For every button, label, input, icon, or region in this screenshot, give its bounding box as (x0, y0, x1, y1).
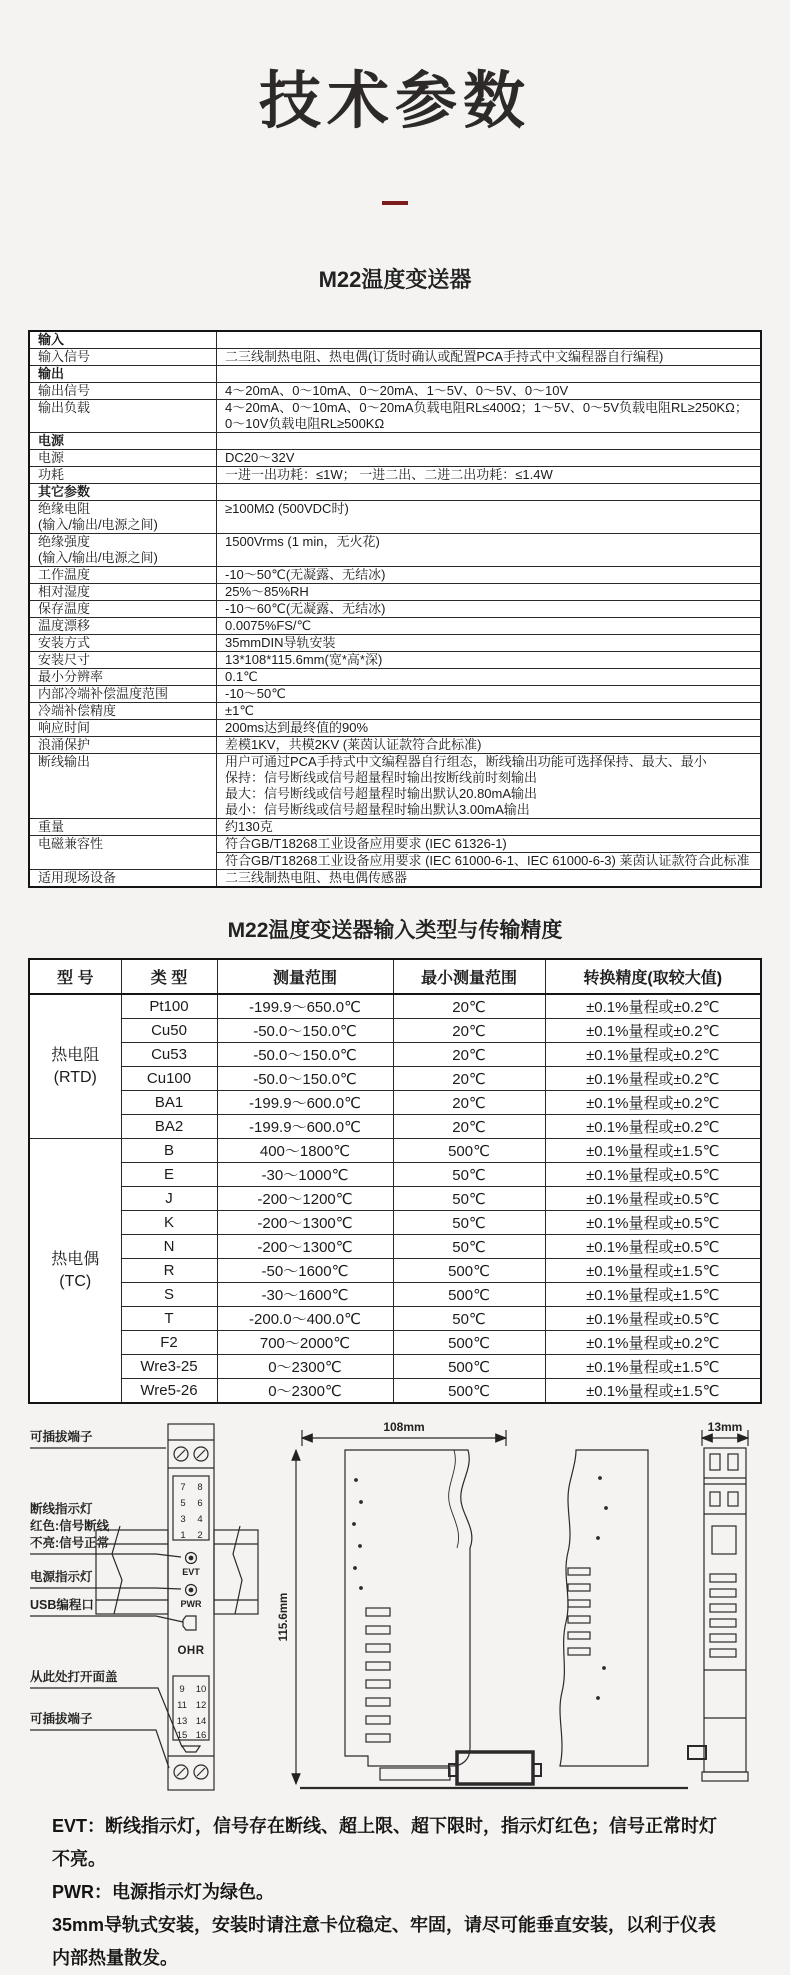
section1-title: M22温度变送器 (318, 267, 472, 293)
spec-table-row (29, 720, 761, 737)
title-divider (382, 201, 408, 205)
precision-type: R (121, 1259, 217, 1283)
precision-range: -200～1200℃ (217, 1187, 393, 1211)
terminal-number: 10 (195, 1684, 207, 1696)
precision-range: -30～1600℃ (217, 1283, 393, 1307)
spec-label: 适用现场设备 (29, 870, 217, 888)
narrow-side-view (688, 1448, 748, 1781)
precision-min-range: 20℃ (393, 1091, 545, 1115)
precision-accuracy: ±0.1%量程或±0.5℃ (545, 1187, 761, 1211)
spec-table-row (29, 484, 761, 501)
spec-label: 内部冷端补偿温度范围 (29, 686, 217, 703)
spec-label: 其它参数 (29, 484, 217, 501)
label-open-cover: 从此处打开面盖 (30, 1670, 118, 1685)
depth-dim-label: 13mm (707, 1420, 743, 1435)
leader-line (30, 1554, 181, 1557)
spec-label: 工作温度 (29, 567, 217, 584)
spec-table-row (29, 584, 761, 601)
precision-table-row (29, 1115, 761, 1139)
spec-label: 冷端补偿精度 (29, 703, 217, 720)
spec-table-row (29, 618, 761, 635)
spec-table-row (29, 601, 761, 618)
precision-table-row (29, 1355, 761, 1379)
terminal-number: 12 (195, 1700, 207, 1712)
precision-table-row (29, 1283, 761, 1307)
precision-min-range: 50℃ (393, 1187, 545, 1211)
spec-value: ±1℃ (217, 703, 762, 720)
spec-label: 电源 (29, 433, 217, 450)
precision-table-row (29, 1067, 761, 1091)
precision-type: BA1 (121, 1091, 217, 1115)
precision-accuracy: ±0.1%量程或±1.5℃ (545, 1283, 761, 1307)
precision-type: Cu53 (121, 1043, 217, 1067)
spec-label: 浪涌保护 (29, 737, 217, 754)
spec-table-row (29, 836, 761, 870)
precision-min-range: 500℃ (393, 1379, 545, 1404)
spec-table-row (29, 383, 761, 400)
precision-min-range: 500℃ (393, 1139, 545, 1163)
spec-table-row (29, 400, 761, 433)
spec-value: 约130克 (217, 819, 762, 836)
spec-value: 用户可通过PCA手持式中文编程器自行组态，断线输出功能可选择保持、最大、最小 保持：信号断线或信号超量程时输出按断线前时刻输出 最大：信号断线或信号超量程时输出默认20.80mA输出 最小：信号断线或信号超量程时输出默认3.00mA输出 (217, 754, 762, 819)
precision-accuracy: ±0.1%量程或±0.2℃ (545, 1043, 761, 1067)
spec-value: 差模1KV，共模2KV (莱茵认证款符合此标准) (217, 737, 762, 754)
spec-value: 35mmDIN导轨安装 (217, 635, 762, 652)
spec-value: 4～20mA、0～10mA、0～20mA负载电阻RL≤400Ω；1～5V、0～5V负载电阻RL≥250KΩ； 0～10V负载电阻RL≥500KΩ (217, 400, 762, 433)
precision-column-header: 最小测量范围 (393, 959, 545, 994)
spec-label: 相对湿度 (29, 584, 217, 601)
spec-table-row (29, 450, 761, 467)
section2-title: M22温度变送器输入类型与传输精度 (227, 919, 563, 943)
precision-accuracy: ±0.1%量程或±1.5℃ (545, 1379, 761, 1404)
precision-min-range: 50℃ (393, 1211, 545, 1235)
usb-port-icon (183, 1616, 196, 1630)
terminal-number: 11 (177, 1700, 187, 1712)
precision-group-label: 热电偶 (TC) (29, 1139, 121, 1404)
label-power-led: 电源指示灯 (30, 1570, 93, 1585)
precision-table-wrap (28, 958, 762, 1404)
precision-min-range: 20℃ (393, 1067, 545, 1091)
spec-table (28, 330, 762, 888)
precision-table-row (29, 1379, 761, 1404)
spec-table-row (29, 652, 761, 669)
terminal-number: 2 (197, 1530, 203, 1542)
spec-table-row (29, 754, 761, 819)
spec-value: -10～50℃(无凝露、无结冰) (217, 567, 762, 584)
spec-value: 0.0075%FS/℃ (217, 618, 762, 635)
spec-table-row (29, 870, 761, 888)
precision-type: S (121, 1283, 217, 1307)
spec-table-wrap (28, 330, 762, 888)
spec-value (217, 484, 762, 501)
precision-type: Cu100 (121, 1067, 217, 1091)
spec-label: 输入信号 (29, 349, 217, 366)
pwr-led-label: PWR (180, 1599, 202, 1610)
precision-min-range: 500℃ (393, 1259, 545, 1283)
spec-value: DC20～32V (217, 450, 762, 467)
spec-value (217, 366, 762, 383)
device-drawing (0, 1418, 790, 1796)
precision-type: N (121, 1235, 217, 1259)
label-break-led-red: 红色:信号断线 (30, 1519, 110, 1534)
spec-table-row (29, 819, 761, 836)
terminal-number: 16 (195, 1730, 207, 1742)
terminal-number: 6 (197, 1498, 203, 1510)
spec-label: 输入 (29, 331, 217, 349)
precision-min-range: 20℃ (393, 1115, 545, 1139)
precision-type: B (121, 1139, 217, 1163)
precision-range: -199.9～600.0℃ (217, 1115, 393, 1139)
precision-accuracy: ±0.1%量程或±0.2℃ (545, 994, 761, 1019)
precision-header-row (29, 959, 761, 994)
precision-range: -200.0～400.0℃ (217, 1307, 393, 1331)
precision-table-row (29, 1331, 761, 1355)
precision-column-header: 型 号 (29, 959, 121, 994)
precision-type: K (121, 1211, 217, 1235)
footer-note-pwr: PWR：电源指示灯为绿色。 (52, 1882, 274, 1903)
precision-table-row (29, 1235, 761, 1259)
din-rail (96, 1526, 258, 1614)
precision-table (28, 958, 762, 1404)
precision-min-range: 50℃ (393, 1307, 545, 1331)
spec-value: 13*108*115.6mm(宽*高*深) (217, 652, 762, 669)
spec-table-row (29, 433, 761, 450)
terminal-number: 14 (195, 1716, 207, 1728)
spec-label: 电磁兼容性 (29, 836, 217, 870)
terminal-number: 15 (176, 1730, 188, 1742)
brand-label: OHR (177, 1645, 205, 1658)
precision-accuracy: ±0.1%量程或±0.5℃ (545, 1307, 761, 1331)
precision-range: -50～1600℃ (217, 1259, 393, 1283)
precision-table-row (29, 1307, 761, 1331)
height-dim-label: 115.6mm (278, 1592, 290, 1642)
spec-label: 保存温度 (29, 601, 217, 618)
label-plug-terminal-bottom: 可插拔端子 (30, 1712, 93, 1727)
spec-value (217, 433, 762, 450)
precision-range: 400～1800℃ (217, 1139, 393, 1163)
precision-accuracy: ±0.1%量程或±0.2℃ (545, 1067, 761, 1091)
precision-min-range: 500℃ (393, 1355, 545, 1379)
spec-label: 电源 (29, 450, 217, 467)
precision-column-header: 测量范围 (217, 959, 393, 994)
precision-column-header: 转换精度(取较大值) (545, 959, 761, 994)
precision-min-range: 20℃ (393, 1019, 545, 1043)
precision-accuracy: ±0.1%量程或±0.5℃ (545, 1163, 761, 1187)
spec-table-row (29, 567, 761, 584)
leader-line (30, 1588, 181, 1589)
label-usb-port: USB编程口 (30, 1598, 94, 1613)
label-break-led: 断线指示灯 (30, 1502, 93, 1517)
precision-type: BA2 (121, 1115, 217, 1139)
label-plug-terminal-top: 可插拔端子 (30, 1430, 93, 1445)
precision-table-row (29, 1139, 761, 1163)
spec-value: 0.1℃ (217, 669, 762, 686)
precision-type: Wre5-26 (121, 1379, 217, 1404)
spec-label: 响应时间 (29, 720, 217, 737)
precision-range: -199.9～600.0℃ (217, 1091, 393, 1115)
precision-range: 700～2000℃ (217, 1331, 393, 1355)
spec-table-row (29, 331, 761, 349)
spec-value: 1500Vrms (1 min，无火花) (217, 534, 762, 567)
spec-label: 输出 (29, 366, 217, 383)
precision-range: -50.0～150.0℃ (217, 1043, 393, 1067)
precision-table-row (29, 1043, 761, 1067)
precision-type: T (121, 1307, 217, 1331)
spec-value: 25%～85%RH (217, 584, 762, 601)
din-clip (449, 1752, 541, 1784)
spec-label: 温度漂移 (29, 618, 217, 635)
precision-accuracy: ±0.1%量程或±1.5℃ (545, 1355, 761, 1379)
label-break-led-off: 不亮:信号正常 (30, 1536, 110, 1551)
width-dim-label: 108mm (383, 1420, 425, 1435)
precision-min-range: 50℃ (393, 1163, 545, 1187)
spec-table-row (29, 349, 761, 366)
terminal-number: 13 (176, 1716, 188, 1728)
precision-type: J (121, 1187, 217, 1211)
precision-range: -50.0～150.0℃ (217, 1067, 393, 1091)
terminal-number: 4 (197, 1514, 203, 1526)
evt-led-label: EVT (182, 1567, 200, 1578)
spec-label: 功耗 (29, 467, 217, 484)
precision-min-range: 20℃ (393, 1043, 545, 1067)
terminal-number: 8 (197, 1482, 203, 1494)
precision-accuracy: ±0.1%量程或±1.5℃ (545, 1139, 761, 1163)
precision-range: -199.9～650.0℃ (217, 994, 393, 1019)
precision-type: Cu50 (121, 1019, 217, 1043)
spec-table-row (29, 366, 761, 383)
precision-min-range: 500℃ (393, 1283, 545, 1307)
precision-range: 0～2300℃ (217, 1355, 393, 1379)
precision-table-row (29, 1259, 761, 1283)
side-profile-1 (345, 1450, 472, 1780)
precision-type: E (121, 1163, 217, 1187)
precision-type: Pt100 (121, 994, 217, 1019)
precision-accuracy: ±0.1%量程或±0.2℃ (545, 1019, 761, 1043)
spec-label: 绝缘电阻 (输入/输出/电源之间) (29, 501, 217, 534)
precision-type: Wre3-25 (121, 1355, 217, 1379)
spec-label: 断线输出 (29, 754, 217, 819)
precision-group-label: 热电阻 (RTD) (29, 994, 121, 1139)
spec-value: 一进一出功耗：≤1W； 一进二出、二进二出功耗：≤1.4W (217, 467, 762, 484)
spec-value: -10～50℃ (217, 686, 762, 703)
leader-line (30, 1730, 169, 1768)
spec-table-row (29, 703, 761, 720)
precision-column-header: 类 型 (121, 959, 217, 994)
precision-min-range: 20℃ (393, 994, 545, 1019)
spec-table-row (29, 737, 761, 754)
cover-notch (182, 1746, 200, 1752)
page-title: 技术参数 (258, 67, 531, 136)
precision-accuracy: ±0.1%量程或±1.5℃ (545, 1259, 761, 1283)
terminal-number: 7 (180, 1482, 186, 1494)
spec-table-row (29, 635, 761, 652)
spec-table-row (29, 534, 761, 567)
footer-note-mounting: 35mm导轨式安装，安装时请注意卡位稳定、牢固，请尽可能垂直安装，以利于仪表内部热量散发。 (52, 1915, 717, 1969)
terminal-number: 1 (180, 1530, 186, 1542)
spec-value: 200ms达到最终值的90% (217, 720, 762, 737)
terminal-number: 3 (180, 1514, 186, 1526)
precision-table-row (29, 994, 761, 1019)
leader-line (30, 1616, 183, 1622)
spec-label: 安装方式 (29, 635, 217, 652)
precision-table-row (29, 1019, 761, 1043)
precision-range: -50.0～150.0℃ (217, 1019, 393, 1043)
precision-accuracy: ±0.1%量程或±0.5℃ (545, 1235, 761, 1259)
precision-table-row (29, 1211, 761, 1235)
precision-table-row (29, 1163, 761, 1187)
spec-table-row (29, 669, 761, 686)
footer-notes (52, 1810, 732, 1975)
precision-accuracy: ±0.1%量程或±0.5℃ (545, 1211, 761, 1235)
precision-accuracy: ±0.1%量程或±0.2℃ (545, 1331, 761, 1355)
spec-value: 二三线制热电阻、热电偶(订货时确认或配置PCA手持式中文编程器自行编程) (217, 349, 762, 366)
precision-min-range: 500℃ (393, 1331, 545, 1355)
spec-table-row (29, 467, 761, 484)
precision-accuracy: ±0.1%量程或±0.2℃ (545, 1115, 761, 1139)
spec-label: 绝缘强度 (输入/输出/电源之间) (29, 534, 217, 567)
spec-value: -10～60℃(无凝露、无结冰) (217, 601, 762, 618)
precision-range: -200～1300℃ (217, 1235, 393, 1259)
precision-range: 0～2300℃ (217, 1379, 393, 1404)
precision-min-range: 50℃ (393, 1235, 545, 1259)
spec-value: 4～20mA、0～10mA、0～20mA、1～5V、0～5V、0～10V (217, 383, 762, 400)
precision-table-row (29, 1187, 761, 1211)
spec-value: 二三线制热电阻、热电偶传感器 (217, 870, 762, 888)
spec-table-row (29, 686, 761, 703)
terminal-number-panel-top (173, 1476, 209, 1540)
dimension-diagram (0, 1418, 790, 1796)
terminal-number: 9 (179, 1684, 185, 1696)
precision-range: -200～1300℃ (217, 1211, 393, 1235)
footer-note-evt: EVT：断线指示灯，信号存在断线、超上限、超下限时，指示灯红色；信号正常时灯不亮。 (52, 1816, 718, 1870)
spec-value (217, 331, 762, 349)
precision-type: F2 (121, 1331, 217, 1355)
precision-range: -30～1000℃ (217, 1163, 393, 1187)
spec-label: 重量 (29, 819, 217, 836)
spec-value: ≥100MΩ (500VDC时) (217, 501, 762, 534)
spec-value: 符合GB/T18268工业设备应用要求 (IEC 61326-1) 符合GB/T18268工业设备应用要求 (IEC 61000-6-1、IEC 61000-6-3) 莱茵认证款符合此标准 (217, 836, 762, 870)
spec-label: 最小分辨率 (29, 669, 217, 686)
precision-table-body (29, 994, 761, 1403)
spec-label: 输出信号 (29, 383, 217, 400)
spec-label: 安装尺寸 (29, 652, 217, 669)
spec-label: 输出负载 (29, 400, 217, 433)
terminal-number: 5 (180, 1498, 186, 1510)
side-profile-2 (560, 1450, 648, 1766)
spec-table-body (29, 331, 761, 887)
spec-table-row (29, 501, 761, 534)
precision-table-row (29, 1091, 761, 1115)
precision-accuracy: ±0.1%量程或±0.2℃ (545, 1091, 761, 1115)
